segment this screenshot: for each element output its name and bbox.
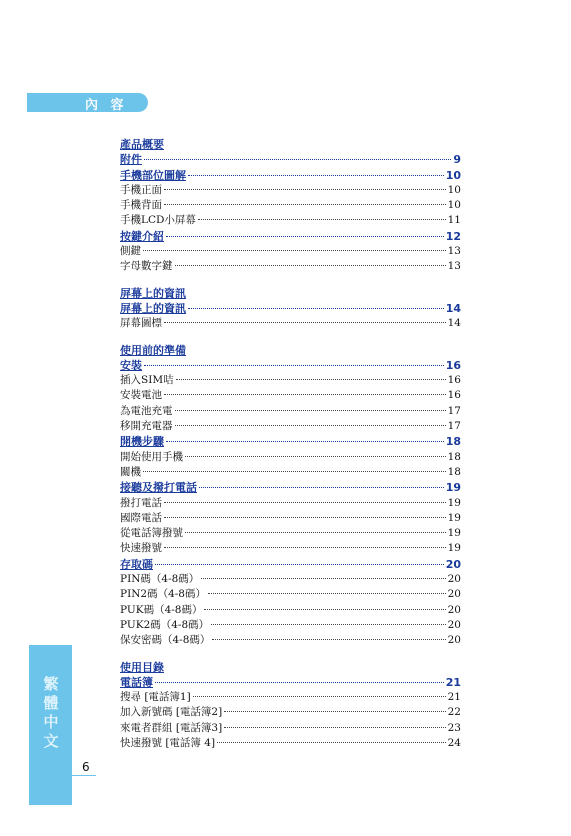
toc-dot-leader [143, 250, 446, 251]
toc-section-title: 屏幕上的資訊 [120, 286, 186, 300]
toc-sub-entry[interactable] [120, 373, 461, 388]
toc-dot-leader [204, 609, 445, 610]
toc-dot-leader [166, 236, 444, 237]
toc-dot-leader [164, 189, 446, 190]
toc-page-number: 19 [447, 527, 461, 540]
toc-entry-title: 來電者群組 [電話簿3] [120, 721, 223, 734]
toc-main-entry[interactable] [120, 229, 461, 244]
toc-entry-title: 手機部位圖解 [120, 168, 186, 182]
toc-dot-leader [208, 593, 446, 594]
toc-entry-title: 存取碼 [120, 557, 153, 571]
toc-sub-entry[interactable] [120, 705, 461, 720]
page-number: 6 [82, 760, 90, 774]
toc-page-number: 11 [447, 214, 461, 227]
toc-main-entry[interactable] [120, 152, 461, 167]
toc-main-entry[interactable] [120, 168, 461, 183]
toc-page-number: 19 [447, 496, 461, 509]
toc-main-entry[interactable] [120, 434, 461, 449]
toc-sub-entry[interactable] [120, 183, 461, 198]
toc-entry-title: 插入SIM咭 [120, 374, 174, 387]
toc-sub-entry[interactable] [120, 721, 461, 736]
toc-page-number: 16 [445, 358, 461, 372]
toc-entry-title: PUK碼（4-8碼） [120, 603, 203, 616]
toc-sub-entry[interactable] [120, 541, 461, 556]
toc-section-title: 使用前的準備 [120, 343, 186, 357]
toc-sub-entry[interactable] [120, 736, 461, 751]
toc-page-number: 17 [447, 420, 461, 433]
toc-page-number: 20 [445, 557, 461, 571]
toc-section-title: 使用目錄 [120, 660, 164, 674]
toc-section-heading [120, 286, 461, 301]
toc-entry-title: 接聽及撥打電話 [120, 481, 197, 495]
toc-entry-title: PIN碼（4-8碼） [120, 573, 200, 586]
toc-page-number: 18 [447, 465, 461, 478]
toc-dot-leader [155, 682, 444, 683]
toc-entry-title: 快速撥號 [電話簿 4] [120, 736, 216, 749]
toc-sub-entry[interactable] [120, 388, 461, 403]
toc-dot-leader [188, 308, 444, 309]
toc-entry-title: PIN2碼（4-8碼） [120, 588, 206, 601]
toc-dot-leader [144, 365, 444, 366]
toc-main-entry[interactable] [120, 358, 461, 373]
toc-entry-title: 安裝 [120, 358, 142, 372]
toc-page-number: 19 [447, 511, 461, 524]
toc-dot-leader [224, 727, 445, 728]
toc-entry-title: 電話簿 [120, 675, 153, 689]
toc-section-heading [120, 137, 461, 152]
toc-main-entry[interactable] [120, 557, 461, 572]
toc-dot-leader [176, 379, 446, 380]
toc-dot-leader [164, 394, 446, 395]
toc-page-number: 20 [447, 634, 461, 647]
toc-dot-leader [193, 696, 446, 697]
toc-dot-leader [164, 517, 446, 518]
toc-sub-entry[interactable] [120, 511, 461, 526]
toc-sub-entry[interactable] [120, 198, 461, 213]
toc-entry-title: 字母數字鍵 [120, 260, 173, 273]
toc-sub-entry[interactable] [120, 259, 461, 274]
toc-page-number: 10 [447, 199, 461, 212]
toc-sub-entry[interactable] [120, 213, 461, 228]
toc-dot-leader [212, 639, 445, 640]
language-char: 中 [43, 713, 59, 731]
toc-dot-leader [164, 502, 446, 503]
toc-page-number: 10 [445, 168, 461, 182]
toc-entry-title: 從電話簿撥號 [120, 527, 183, 540]
toc-entry-title: 移開充電器 [120, 420, 173, 433]
toc-dot-leader [164, 322, 446, 323]
toc-entry-title: 搜尋 [電話簿1] [120, 691, 191, 704]
language-char: 體 [43, 694, 59, 712]
toc-page-number: 13 [447, 260, 461, 273]
toc-sub-entry[interactable] [120, 526, 461, 541]
toc-page-number: 24 [447, 736, 461, 749]
toc-entry-title: 關機 [120, 465, 141, 478]
toc-page-number: 20 [447, 588, 461, 601]
toc-sub-entry[interactable] [120, 618, 461, 633]
toc-page-number: 21 [445, 675, 461, 689]
toc-dot-leader [144, 159, 451, 160]
page-number-rule [72, 775, 96, 776]
toc-section-heading [120, 660, 461, 675]
toc-page-number: 12 [445, 229, 461, 243]
toc-entry-title: 按鍵介紹 [120, 229, 164, 243]
toc-entry-title: 國際電話 [120, 511, 162, 524]
toc-sub-entry[interactable] [120, 587, 461, 602]
toc-entry-title: 手機正面 [120, 183, 162, 196]
toc-page-number: 20 [447, 603, 461, 616]
toc-page-number: 19 [447, 542, 461, 555]
toc-dot-leader [211, 624, 445, 625]
toc-sub-entry[interactable] [120, 450, 461, 465]
toc-entry-title: 手機背面 [120, 199, 162, 212]
toc-entry-title: PUK2碼（4-8碼） [120, 618, 210, 631]
toc-dot-leader [217, 742, 446, 743]
toc-sub-entry[interactable] [120, 244, 461, 259]
toc-dot-leader [166, 441, 444, 442]
toc-dot-leader [164, 204, 446, 205]
toc-section-title: 產品概要 [120, 138, 164, 151]
toc-page-number: 9 [453, 153, 461, 167]
toc-dot-leader [143, 471, 446, 472]
toc-sub-entry[interactable] [120, 316, 461, 331]
toc-entry-title: 側鍵 [120, 245, 141, 258]
toc-page-number: 16 [447, 374, 461, 387]
toc-section-heading [120, 343, 461, 358]
toc-sub-entry[interactable] [120, 690, 461, 705]
toc-dot-leader [201, 578, 445, 579]
language-side-tab [29, 645, 72, 805]
toc-entry-title: 快速撥號 [120, 542, 162, 555]
toc-dot-leader [224, 711, 445, 712]
toc-entry-title: 為電池充電 [120, 404, 173, 417]
toc-dot-leader [198, 219, 446, 220]
contents-header-title: 內 容 [85, 98, 128, 113]
toc-sub-entry[interactable] [120, 496, 461, 511]
toc-dot-leader [175, 410, 446, 411]
toc-entry-title: 撥打電話 [120, 496, 162, 509]
toc-page-number: 21 [447, 691, 461, 704]
language-char: 繁 [43, 675, 59, 693]
toc-main-entry[interactable] [120, 480, 461, 495]
toc-entry-title: 附件 [120, 153, 142, 167]
toc-page-number: 19 [445, 481, 461, 495]
toc-entry-title: 開始使用手機 [120, 450, 183, 463]
toc-page-number: 23 [447, 721, 461, 734]
toc-entry-title: 屏幕圖標 [120, 317, 162, 330]
toc-page-number: 18 [445, 435, 461, 449]
toc-page-number: 20 [447, 618, 461, 631]
toc-sub-entry[interactable] [120, 419, 461, 434]
language-side-label [36, 675, 66, 751]
toc-page-number: 16 [447, 389, 461, 402]
toc-page-number: 14 [447, 317, 461, 330]
toc-dot-leader [175, 425, 446, 426]
toc-page-number: 14 [445, 301, 461, 315]
toc-page-number: 13 [447, 245, 461, 258]
toc-dot-leader [199, 487, 444, 488]
toc-dot-leader [185, 456, 446, 457]
toc-page-number: 20 [447, 573, 461, 586]
toc-entry-title: 安裝電池 [120, 389, 162, 402]
toc-main-entry[interactable] [120, 675, 461, 690]
toc-page-number: 18 [447, 450, 461, 463]
toc-page-number: 22 [447, 706, 461, 719]
language-char: 文 [43, 732, 59, 750]
toc-sub-entry[interactable] [120, 633, 461, 648]
toc-page-number: 10 [447, 183, 461, 196]
toc-entry-title: 屏幕上的資訊 [120, 301, 186, 315]
toc-sub-entry[interactable] [120, 603, 461, 618]
toc-sub-entry[interactable] [120, 572, 461, 587]
toc-entry-title: 開機步驟 [120, 435, 164, 449]
toc-main-entry[interactable] [120, 301, 461, 316]
toc-dot-leader [188, 175, 444, 176]
toc-dot-leader [155, 564, 444, 565]
contents-header-tab [27, 93, 148, 112]
table-of-contents [120, 137, 461, 751]
toc-sub-entry[interactable] [120, 465, 461, 480]
toc-entry-title: 保安密碼（4-8碼） [120, 634, 211, 647]
toc-dot-leader [175, 265, 446, 266]
toc-entry-title: 加入新號碼 [電話簿2] [120, 706, 223, 719]
toc-sub-entry[interactable] [120, 404, 461, 419]
toc-dot-leader [164, 547, 446, 548]
toc-dot-leader [185, 532, 446, 533]
toc-page-number: 17 [447, 404, 461, 417]
toc-entry-title: 手機LCD小屏幕 [120, 214, 196, 227]
